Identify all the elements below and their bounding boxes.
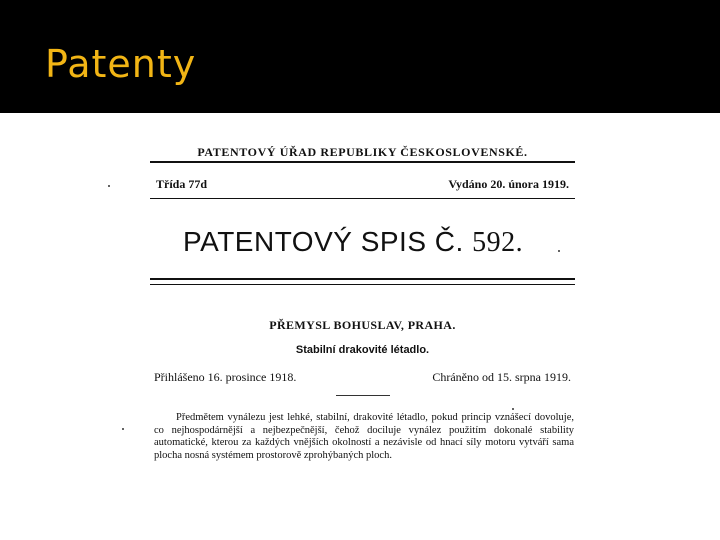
scan-speck — [108, 185, 110, 187]
issued-date: Vydáno 20. února 1919. — [448, 177, 569, 191]
scan-speck — [512, 408, 514, 410]
meta-rule — [150, 198, 575, 199]
title-rule-bottom — [150, 284, 575, 285]
patent-number: 592. — [472, 227, 524, 258]
patent-spec-title — [183, 226, 523, 259]
filed-date: Přihlášeno 16. prosince 1918. — [154, 370, 297, 384]
patent-document-scan — [150, 140, 575, 485]
scan-speck — [558, 250, 560, 252]
invention-title: Stabilní drakovité létadlo. — [295, 344, 430, 356]
patent-office-header: PATENTOVÝ ÚŘAD REPUBLIKY ČESKOSLOVENSKÉ. — [197, 145, 528, 159]
title-rule-top — [150, 278, 575, 280]
inventor: PŘEMYSL BOHUSLAV, PRAHA. — [269, 318, 456, 332]
scan-speck — [122, 428, 124, 430]
patent-spec-label: PATENTOVÝ SPIS Č. — [183, 226, 464, 257]
slide-title: Patenty — [45, 42, 197, 86]
header-rule — [150, 161, 575, 163]
abstract-text: Předmětem vynálezu jest lehké, stabilní, drakovité létadlo, pokud princip vznášecí dovoluje, co nejhospodárnější a nejbezpečnější, čehož dociluje vynález použitím dokonalé stability automatické, kterou za každých vnějších okolností a nezávisle od hnací síly motoru vytváří sama plocha nosná systémem prostorově zprohýbaných ploch. — [154, 412, 574, 461]
protected-date: Chráněno od 15. srpna 1919. — [432, 370, 571, 384]
class-code: Třída 77d — [156, 177, 208, 191]
title-bar — [0, 0, 720, 113]
section-divider — [336, 395, 390, 396]
